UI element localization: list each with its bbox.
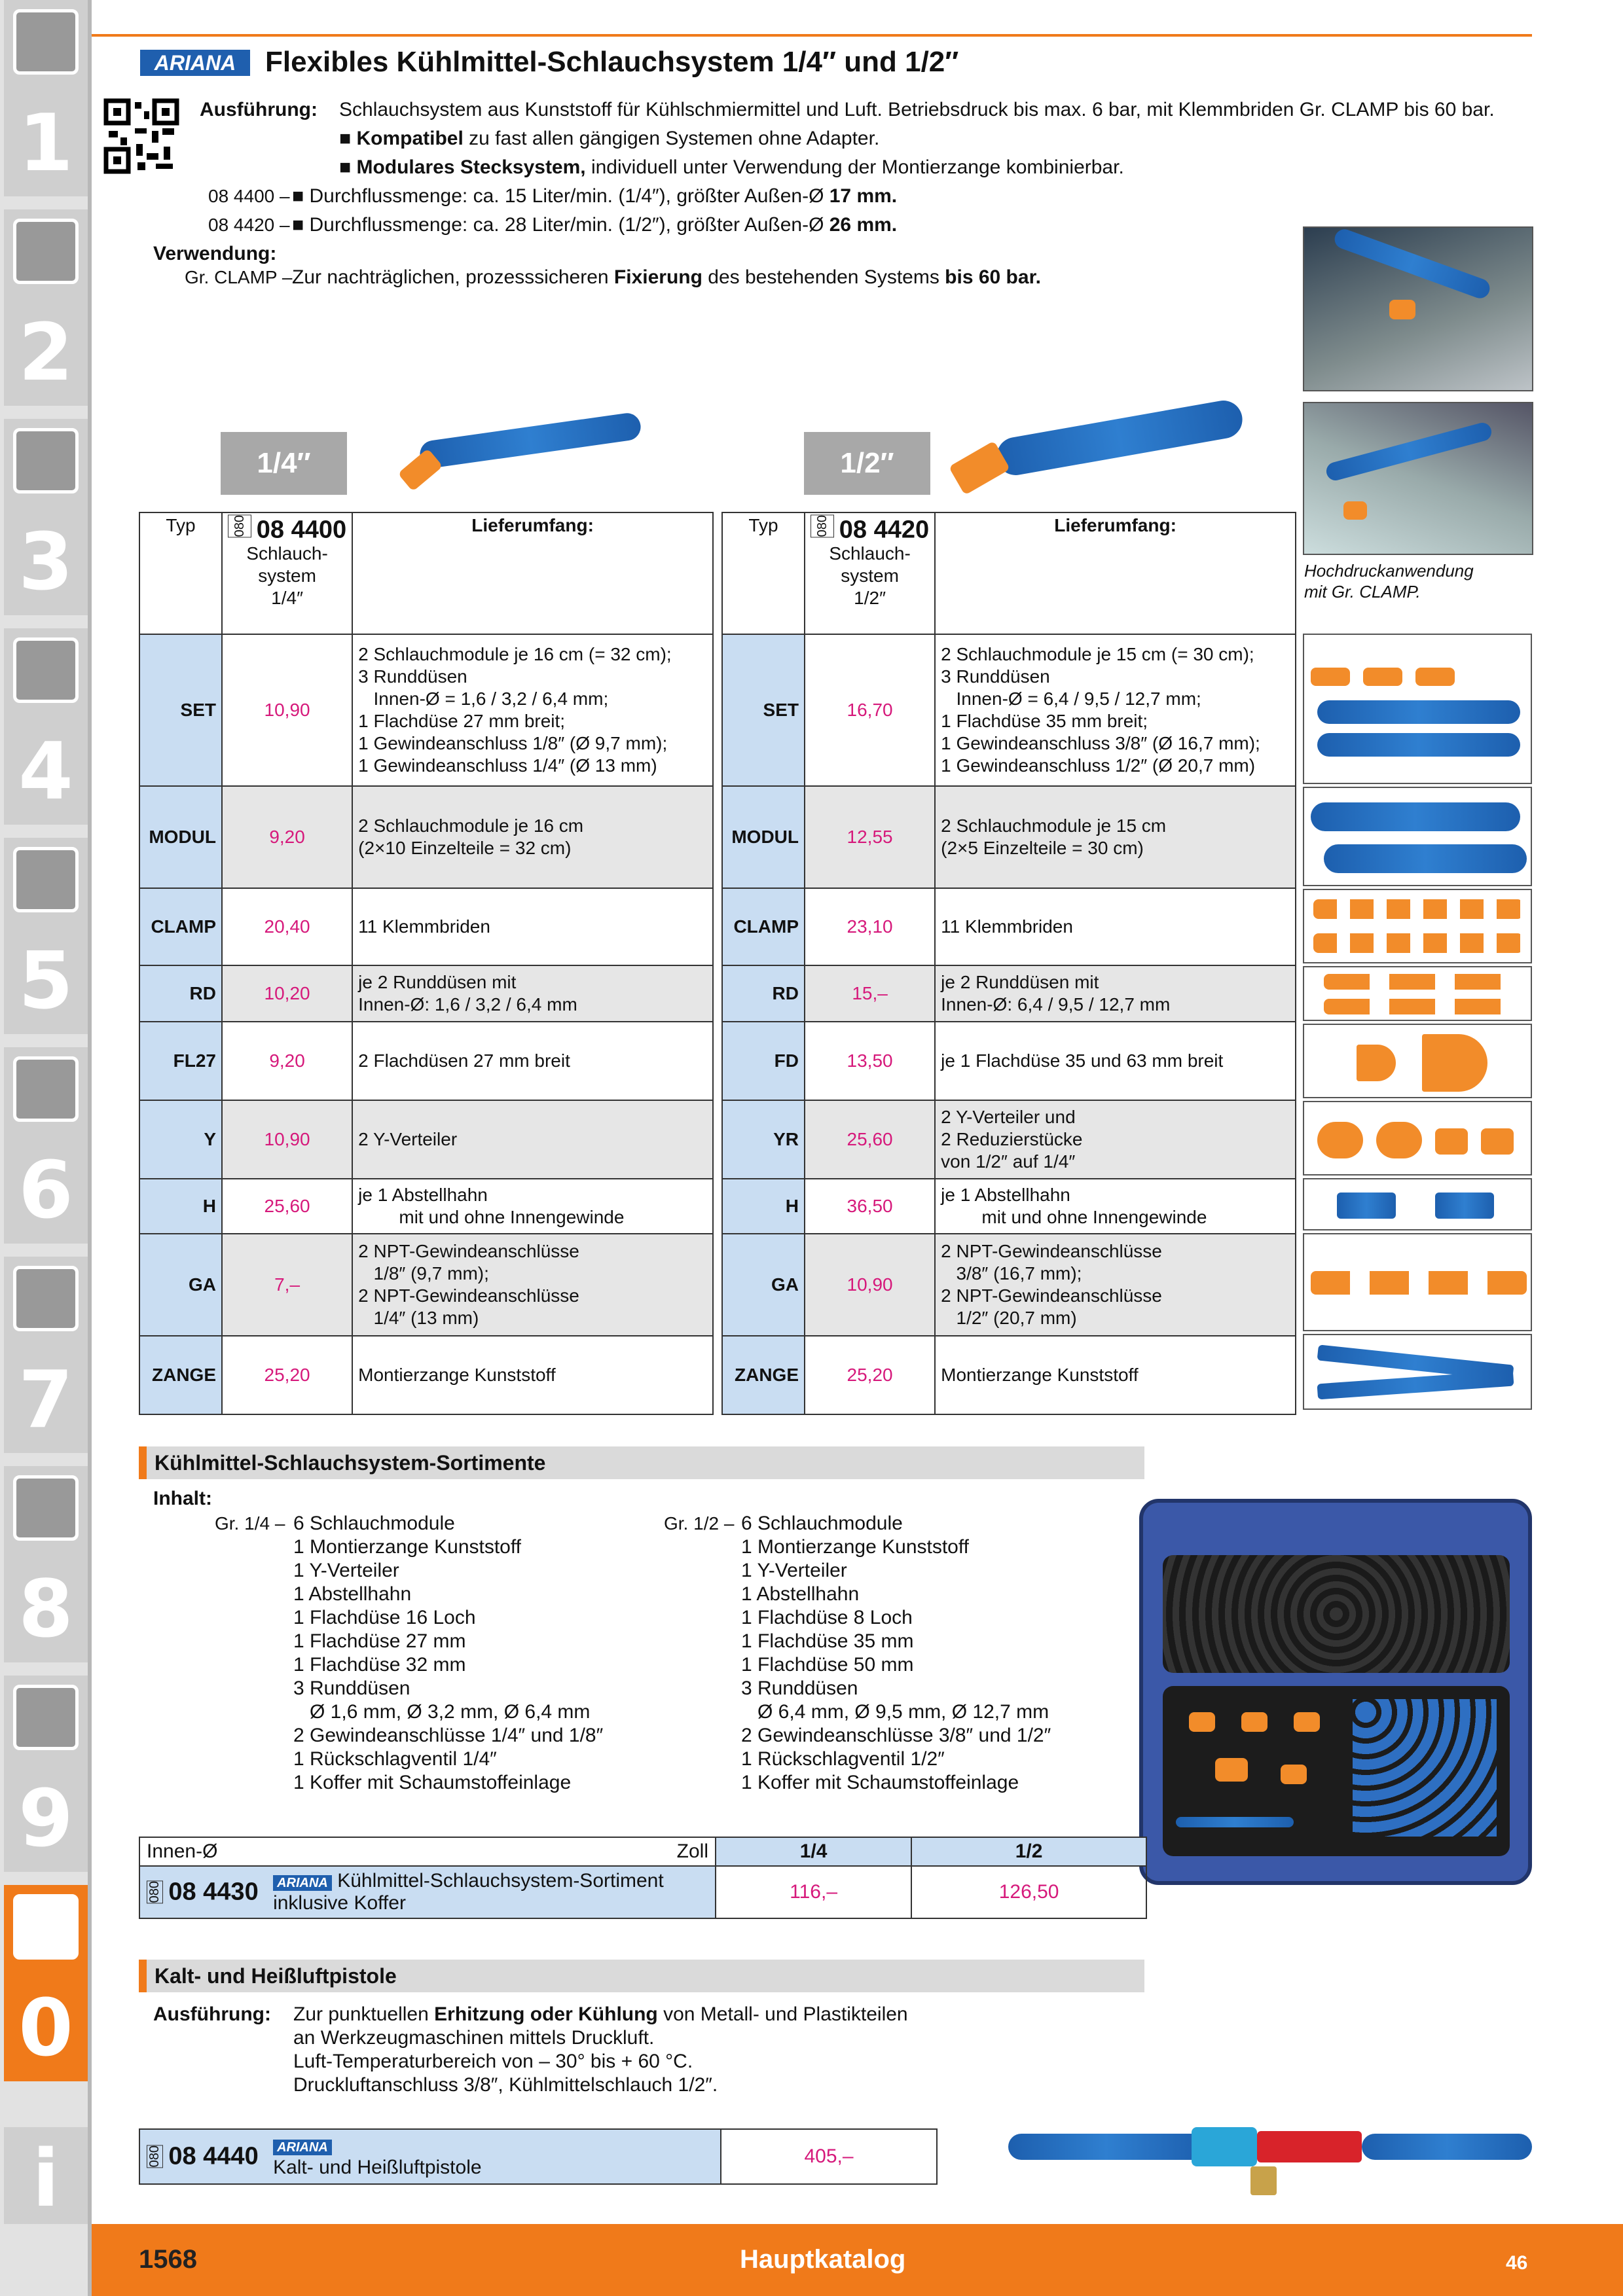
- hose-icon: [1324, 844, 1527, 873]
- chapter-tab-4[interactable]: [4, 628, 88, 825]
- ariana-logo: ARIANA: [140, 50, 250, 76]
- ariana-logo: ARIANA: [273, 2140, 332, 2155]
- product-table-quarter: [139, 512, 714, 1415]
- table-row: [139, 888, 713, 965]
- reducer-icon: [1481, 1128, 1514, 1155]
- row-description: 11 Klemmbriden: [352, 888, 713, 965]
- pliers-icon: [1176, 1817, 1294, 1827]
- flow1-text: ■ Durchflussmenge: ca. 15 Liter/min. (1/4″), größter Außen-Ø 17 mm.: [292, 185, 898, 207]
- hose-icon: [1311, 802, 1520, 831]
- table-row: [722, 888, 1296, 965]
- clamp-icon: [1313, 933, 1523, 953]
- hose-icon: [1324, 421, 1493, 482]
- cold-chamber-icon: [1192, 2127, 1257, 2166]
- page-title: Flexibles Kühlmittel-Schlauchsystem 1/4″ und 1/2″: [265, 46, 959, 78]
- table-row: [139, 1022, 713, 1100]
- row-description: je 2 Runddüsen mit Innen-Ø: 1,6 / 3,2 / 6,4 mm: [352, 965, 713, 1022]
- toolbox-icon: [13, 1475, 79, 1541]
- row-price: 25,60: [805, 1100, 935, 1179]
- chapter-tab-info[interactable]: [4, 2127, 88, 2224]
- row-type: GA: [722, 1234, 805, 1336]
- catalog-name: Hauptkatalog: [740, 2245, 906, 2274]
- row-description: je 1 Abstellhahn mit und ohne Innengewinde: [352, 1179, 713, 1234]
- article-code: 08 4420: [839, 516, 930, 544]
- table-row: [722, 786, 1296, 888]
- flat-nozzle-icon: [1357, 1045, 1396, 1081]
- row-type: SET: [722, 634, 805, 786]
- reducer-icon: [1435, 1128, 1468, 1155]
- article-prefix: 080: [147, 1881, 162, 1903]
- chapter-number: i: [32, 2134, 60, 2225]
- row-type: ZANGE: [722, 1336, 805, 1414]
- row-description: Montierzange Kunststoff: [352, 1336, 713, 1414]
- qr-code-icon: [103, 98, 179, 174]
- ausfuehrung-label: Ausführung:: [200, 99, 318, 120]
- row-type: Y: [139, 1100, 222, 1179]
- pliers-icon: [13, 1266, 79, 1331]
- table-row: [722, 1022, 1296, 1100]
- nozzle-icon: [1324, 999, 1507, 1014]
- table-row: [722, 1100, 1296, 1179]
- row-description: je 1 Abstellhahn mit und ohne Innengewinde: [935, 1179, 1296, 1234]
- article-desc2: inklusive Koffer: [273, 1892, 406, 1914]
- nozzle-icon: [1363, 668, 1402, 686]
- row-description: je 2 Runddüsen mit Innen-Ø: 6,4 / 9,5 / 12,7 mm: [935, 965, 1296, 1022]
- chapter-number: 2: [18, 308, 73, 399]
- drill-icon: [13, 9, 79, 75]
- foam-lid: [1163, 1555, 1510, 1673]
- nozzle-icon: [1294, 1712, 1320, 1732]
- article-header: [222, 512, 352, 634]
- row-price: 10,20: [222, 965, 352, 1022]
- chapter-number: 5: [18, 936, 73, 1027]
- row-price: 25,20: [805, 1336, 935, 1414]
- air-connector-icon: [1250, 2166, 1277, 2195]
- lieferumfang-header: Lieferumfang:: [352, 512, 713, 634]
- row-price: 15,–: [805, 965, 935, 1022]
- caliper-icon: [13, 637, 79, 703]
- zoll-label: Zoll: [676, 1840, 708, 1862]
- nozzle-icon: [1241, 1712, 1267, 1732]
- foam-insert: [1163, 1686, 1510, 1856]
- row-type: MODUL: [139, 786, 222, 888]
- chapter-sidebar: [0, 0, 92, 2296]
- nozzle-icon: [1189, 1712, 1215, 1732]
- chapter-number: 7: [18, 1355, 73, 1446]
- footer-right-number: 46: [1506, 2252, 1528, 2274]
- article-sub: Schlauch- system 1/2″: [829, 543, 911, 609]
- verwendung-label: Verwendung:: [153, 243, 277, 264]
- row-type: SET: [139, 634, 222, 786]
- row-type: RD: [722, 965, 805, 1022]
- table-row: [722, 1179, 1296, 1234]
- g14-contents: 6 Schlauchmodule 1 Montierzange Kunststoff 1 Y-Verteiler 1 Abstellhahn 1 Flachdüse 16 Loch 1 Flachdüse 27 mm 1 Flachdüse 32 mm 3 Runddüsen Ø 1,6 mm, Ø 3,2 mm, Ø 6,4 mm 2 Gewindeanschlüsse 1/4″ und 1/8″ 1 Rückschlagventil 1/4″ 1 Koffer mit Schaumstoffeinlage: [293, 1513, 604, 1793]
- article-header: [805, 512, 935, 634]
- row-price: 10,90: [805, 1234, 935, 1336]
- table-row: [139, 1100, 713, 1179]
- table-row: [139, 2129, 937, 2184]
- g12-contents: 6 Schlauchmodule 1 Montierzange Kunststoff 1 Y-Verteiler 1 Abstellhahn 1 Flachdüse 8 Loch 1 Flachdüse 35 mm 1 Flachdüse 50 mm 3 Runddüsen Ø 6,4 mm, Ø 9,5 mm, Ø 12,7 mm 2 Gewindeanschlüsse 3/8″ und 1/2″ 1 Rückschlagventil 1/2″ 1 Koffer mit Schaumstoffeinlage: [741, 1513, 1051, 1793]
- pliers-image: [1303, 1334, 1532, 1410]
- sortiment-article: [139, 1866, 716, 1918]
- pistole-details: an Werkzeugmaschinen mittels Druckluft. Luft-Temperaturbereich von – 30° bis + 60 °C. Druckluftanschluss 3/8″, Kühlmittelschlauch 1/2″.: [293, 2027, 718, 2096]
- product-table-half: [721, 512, 1296, 1415]
- table-row: [139, 786, 713, 888]
- col-header-half: 1/2: [911, 1837, 1146, 1866]
- row-description: 2 NPT-Gewindeanschlüsse 3/8″ (16,7 mm); 2 NPT-Gewindeanschlüsse 1/2″ (20,7 mm): [935, 1234, 1296, 1336]
- article-prefix: 080: [811, 514, 834, 537]
- table-row: [722, 634, 1296, 786]
- pistole-article: [139, 2129, 721, 2184]
- chapter-tab-2[interactable]: [4, 209, 88, 406]
- chapter-number: 8: [18, 1564, 73, 1655]
- machining-photo: [1303, 226, 1533, 391]
- row-description: 11 Klemmbriden: [935, 888, 1296, 965]
- saw-blade-icon: [13, 847, 79, 912]
- flat-nozzle-image: [1303, 1024, 1532, 1098]
- pliers-icon: [1317, 1371, 1514, 1400]
- chapter-number: 1: [18, 98, 73, 189]
- case-image: [1139, 1499, 1532, 1885]
- ausfuehrung-text: Schlauchsystem aus Kunststoff für Kühlschmiermittel und Luft. Betriebsdruck bis max. 6 bar, mit Klemmbriden Gr. CLAMP bis 60 bar.: [339, 99, 1495, 120]
- chapter-number: 6: [18, 1145, 73, 1236]
- hose-icon: [1362, 2134, 1532, 2160]
- row-type: FD: [722, 1022, 805, 1100]
- chapter-tab-8[interactable]: [4, 1466, 88, 1662]
- table-row: [722, 965, 1296, 1022]
- table-row: [722, 1234, 1296, 1336]
- hose-half-icon: [994, 397, 1245, 478]
- row-type: RD: [139, 965, 222, 1022]
- row-price: 10,90: [222, 634, 352, 786]
- pistole-line1: Zur punktuellen Erhitzung oder Kühlung von Metall- und Plastikteilen: [293, 2003, 908, 2025]
- typ-header: Typ: [722, 512, 805, 634]
- row-price: 9,20: [222, 786, 352, 888]
- hot-chamber-icon: [1257, 2131, 1362, 2162]
- pistole-price: 405,–: [721, 2129, 937, 2184]
- modul-image: [1303, 787, 1532, 886]
- table-row: [139, 1866, 1146, 1918]
- row-type: H: [722, 1179, 805, 1234]
- nozzle-icon: [1281, 1765, 1307, 1784]
- price-quarter: 116,–: [716, 1866, 911, 1918]
- row-description: Montierzange Kunststoff: [935, 1336, 1296, 1414]
- thread-connector-icon: [1311, 1271, 1527, 1295]
- flow2-text: ■ Durchflussmenge: ca. 28 Liter/min. (1/2″), größter Außen-Ø 26 mm.: [292, 214, 898, 236]
- price-half: 126,50: [911, 1866, 1146, 1918]
- row-description: 2 Schlauchmodule je 16 cm (= 32 cm); 3 Runddüsen Innen-Ø = 1,6 / 3,2 / 6,4 mm; 1 Flachdüse 27 mm breit; 1 Gewindeanschluss 1/8″ (Ø 9,7 mm); 1 Gewindeanschluss 1/4″ (Ø 13 mm): [352, 634, 713, 786]
- set-image: [1303, 634, 1532, 784]
- hose-icon: [1008, 2134, 1205, 2160]
- row-price: 12,55: [805, 786, 935, 888]
- chapter-number: 9: [18, 1774, 73, 1865]
- hose-icon: [1332, 226, 1492, 301]
- y-splitter-icon: [1376, 1122, 1422, 1158]
- inhalt-label: Inhalt:: [153, 1488, 212, 1509]
- article-code: 08 4430: [168, 1878, 259, 1906]
- table-row: [139, 1179, 713, 1234]
- row-description: 2 Schlauchmodule je 15 cm (= 30 cm); 3 Runddüsen Innen-Ø = 6,4 / 9,5 / 12,7 mm; 1 Flachdüse 35 mm breit; 1 Gewindeanschluss 3/8″ (Ø 16,7 mm); 1 Gewindeanschluss 1/2″ (Ø 20,7 mm): [935, 634, 1296, 786]
- table-row: [139, 634, 713, 786]
- article-code: 08 4400: [256, 516, 347, 544]
- table-header-row: [722, 512, 1296, 634]
- typ-header: Typ: [139, 512, 222, 634]
- footer-bar: [92, 2224, 1623, 2296]
- table-row: [139, 1336, 713, 1414]
- valve-icon: [1435, 1193, 1494, 1219]
- row-price: 16,70: [805, 634, 935, 786]
- row-price: 7,–: [222, 1234, 352, 1336]
- clamp-code: Gr. CLAMP –: [185, 267, 293, 287]
- hose-icon: [1317, 733, 1520, 757]
- row-price: 36,50: [805, 1179, 935, 1234]
- article-prefix: 080: [228, 514, 251, 537]
- top-rule: [92, 34, 1532, 37]
- chapter-tab-3[interactable]: [4, 419, 88, 615]
- bullet-kompatibel: ■ Kompatibel zu fast allen gängigen Systemen ohne Adapter.: [339, 128, 880, 149]
- chapter-tab-7[interactable]: [4, 1257, 88, 1453]
- innen-label: Innen-Ø: [147, 1840, 218, 1862]
- hose-quarter-icon: [418, 412, 643, 470]
- row-type: FL27: [139, 1022, 222, 1100]
- g14-label: Gr. 1/4 –: [215, 1513, 285, 1534]
- chapter-number: 0: [18, 1983, 73, 2074]
- table-header-row: [139, 512, 713, 634]
- rd-image: [1303, 966, 1532, 1021]
- size-header-quarter: 1/4″: [221, 432, 347, 495]
- row-type: CLAMP: [139, 888, 222, 965]
- row-description: 2 Schlauchmodule je 16 cm (2×10 Einzelteile = 32 cm): [352, 786, 713, 888]
- chapter-tab-9[interactable]: [4, 1676, 88, 1872]
- row-price: 25,20: [222, 1336, 352, 1414]
- row-description: 2 Y-Verteiler und 2 Reduzierstücke von 1/2″ auf 1/4″: [935, 1100, 1296, 1179]
- row-description: 2 Y-Verteiler: [352, 1100, 713, 1179]
- table-row: [139, 965, 713, 1022]
- row-description: 2 Schlauchmodule je 15 cm (2×5 Einzelteile = 30 cm): [935, 786, 1296, 888]
- article-prefix: 080: [147, 2145, 162, 2168]
- row-price: 25,60: [222, 1179, 352, 1234]
- row-type: H: [139, 1179, 222, 1234]
- row-type: GA: [139, 1234, 222, 1336]
- article-desc: Kalt- und Heißluftpistole: [273, 2157, 482, 2178]
- hose-icon: [1317, 700, 1520, 724]
- nozzle-icon: [1324, 974, 1507, 990]
- cabinet-icon: [13, 1685, 79, 1750]
- row-description: 2 Flachdüsen 27 mm breit: [352, 1022, 713, 1100]
- sortiment-section-title: Kühlmittel-Schlauchsystem-Sortimente: [139, 1446, 1144, 1479]
- row-description: 2 NPT-Gewindeanschlüsse 1/8″ (9,7 mm); 2 NPT-Gewindeanschlüsse 1/4″ (13 mm): [352, 1234, 713, 1336]
- row-price: 23,10: [805, 888, 935, 965]
- g12-label: Gr. 1/2 –: [664, 1513, 735, 1534]
- col-header-quarter: 1/4: [716, 1837, 911, 1866]
- sortiment-table: [139, 1837, 1147, 1919]
- y-splitter-icon: [1215, 1758, 1248, 1782]
- hose-modules-icon: [1353, 1699, 1497, 1837]
- flow2-code: 08 4420 –: [208, 215, 290, 235]
- high-pressure-photo: [1303, 402, 1533, 555]
- pistole-ausfuehrung-label: Ausführung:: [153, 2003, 271, 2025]
- insert-icon: [13, 219, 79, 284]
- page-number: 1568: [139, 2245, 197, 2274]
- y-splitter-icon: [1317, 1122, 1363, 1158]
- safety-glasses-icon: [13, 1894, 79, 1960]
- clamp-text: Zur nachträglichen, prozesssicheren Fixierung des bestehenden Systems bis 60 bar.: [292, 266, 1041, 288]
- ga-image: [1303, 1233, 1532, 1331]
- row-type: YR: [722, 1100, 805, 1179]
- chapter-tab-1[interactable]: [4, 0, 88, 196]
- valve-image: [1303, 1178, 1532, 1230]
- row-type: CLAMP: [722, 888, 805, 965]
- valve-icon: [1337, 1193, 1396, 1219]
- nozzle-icon: [1311, 668, 1350, 686]
- flow1-code: 08 4400 –: [208, 186, 290, 206]
- wrench-icon: [13, 1056, 79, 1122]
- row-type: ZANGE: [139, 1336, 222, 1414]
- chapter-tab-6[interactable]: [4, 1047, 88, 1244]
- table-header-row: [139, 1837, 1146, 1866]
- nozzle-icon: [1415, 668, 1455, 686]
- row-price: 13,50: [805, 1022, 935, 1100]
- row-price: 10,90: [222, 1100, 352, 1179]
- chapter-tab-5[interactable]: [4, 838, 88, 1034]
- nozzle-icon: [1389, 300, 1415, 319]
- chapter-number: 3: [18, 517, 73, 608]
- table-row: [722, 1336, 1296, 1414]
- nozzle-icon: [1343, 501, 1367, 520]
- article-sub: Schlauch- system 1/4″: [246, 543, 328, 609]
- chapter-tab-0[interactable]: [4, 1885, 88, 2081]
- row-price: 9,20: [222, 1022, 352, 1100]
- chuck-icon: [13, 428, 79, 493]
- ariana-logo: ARIANA: [273, 1875, 332, 1891]
- article-desc: Kühlmittel-Schlauchsystem-Sortiment: [337, 1870, 664, 1892]
- pistole-table: [139, 2128, 938, 2185]
- row-price: 20,40: [222, 888, 352, 965]
- clamp-icon: [1313, 899, 1523, 919]
- photo-caption: Hochdruckanwendung mit Gr. CLAMP.: [1304, 561, 1474, 601]
- row-type: MODUL: [722, 786, 805, 888]
- clamp-image: [1303, 889, 1532, 963]
- table-row: [139, 1234, 713, 1336]
- y-image: [1303, 1101, 1532, 1175]
- flat-nozzle-icon: [1422, 1034, 1487, 1092]
- air-gun-image: [1008, 2094, 1532, 2199]
- article-code: 08 4440: [168, 2142, 259, 2170]
- chapter-number: 4: [18, 726, 73, 817]
- row-description: je 1 Flachdüse 35 und 63 mm breit: [935, 1022, 1296, 1100]
- pistole-section-title: Kalt- und Heißluftpistole: [139, 1960, 1144, 1992]
- lieferumfang-header: Lieferumfang:: [935, 512, 1296, 634]
- col-header-innen: [139, 1837, 716, 1866]
- size-header-half: 1/2″: [804, 432, 930, 495]
- bullet-stecksystem: ■ Modulares Stecksystem, individuell unter Verwendung der Montierzange kombinierbar.: [339, 156, 1124, 178]
